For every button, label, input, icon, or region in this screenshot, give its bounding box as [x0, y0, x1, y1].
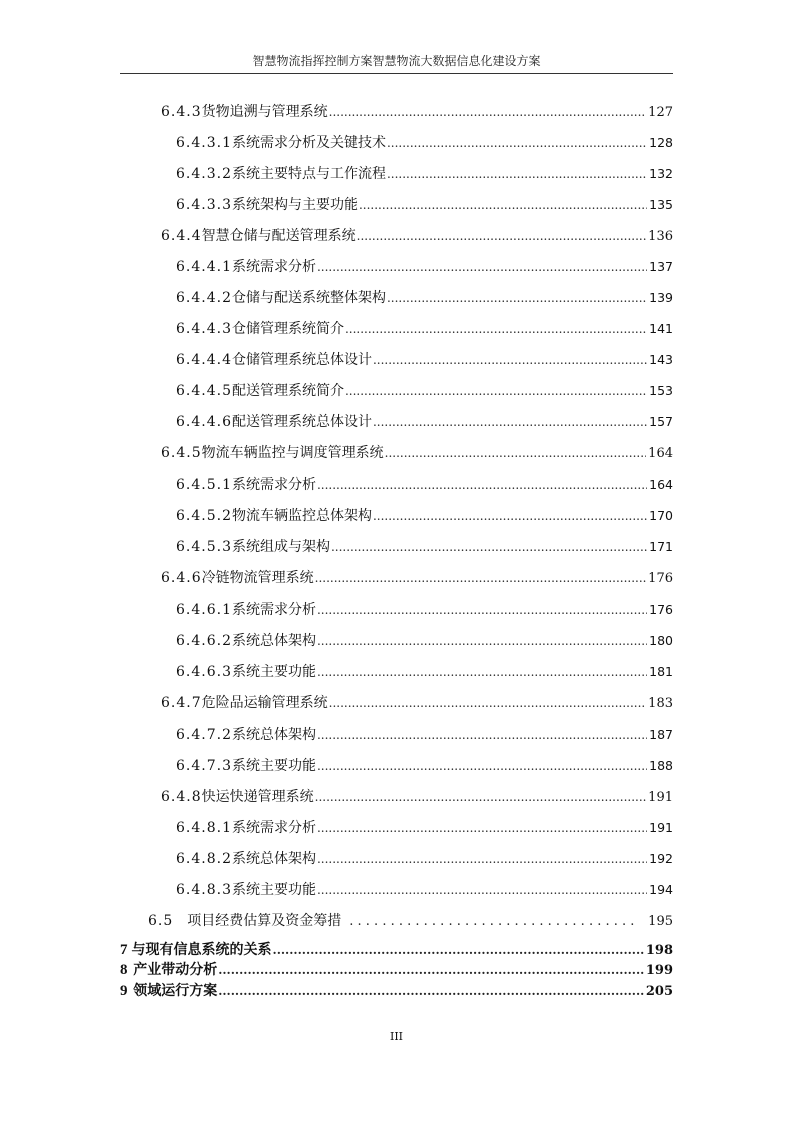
toc-entry-page: 183	[648, 696, 673, 711]
toc-entry-page: 199	[645, 963, 673, 978]
toc-entry[interactable]	[176, 411, 673, 433]
toc-entry-page: 137	[649, 259, 673, 274]
toc-entry-title: 领域运行方案	[133, 983, 218, 999]
toc-entry[interactable]	[176, 349, 673, 371]
toc-entry-number: 6.4.8	[161, 789, 202, 805]
toc-dot-leader	[315, 571, 647, 585]
toc-dot-leader	[387, 291, 647, 305]
toc-entry[interactable]	[161, 567, 673, 589]
toc-entry[interactable]	[176, 194, 673, 216]
toc-entry-title: 智慧仓储与配送管理系统	[201, 228, 356, 244]
toc-entry-page: 164	[648, 446, 673, 461]
toc-entry-number: 6.4.5	[161, 445, 202, 461]
toc-entry-number: 6.4.4.5	[176, 383, 232, 399]
toc-dot-leader	[345, 384, 647, 398]
toc-dot-leader	[329, 696, 647, 710]
toc-entry-number: 6.4.7	[161, 695, 202, 711]
toc-entry[interactable]	[176, 256, 673, 278]
toc-dot-leader	[317, 478, 647, 492]
toc-entry-page: 139	[649, 290, 673, 305]
toc-dot-leader	[329, 105, 647, 119]
toc-entry-number: 6.4.4.2	[176, 290, 232, 306]
toc-entry[interactable]	[176, 163, 673, 185]
toc-entry-number: 6.5	[148, 913, 174, 929]
toc-entry[interactable]	[176, 755, 673, 777]
toc-entry-page: 181	[649, 664, 673, 679]
toc-dot-leader	[387, 167, 647, 181]
toc-entry-number: 6.4.3.2	[176, 166, 232, 182]
toc-entry[interactable]	[161, 101, 673, 123]
toc-entry-title: 系统需求分析	[231, 820, 316, 836]
toc-entry-number: 6.4.8.2	[176, 851, 232, 867]
toc-entry[interactable]	[161, 786, 673, 808]
toc-entry-number: 6.4.6.2	[176, 633, 232, 649]
toc-entry-title: 仓储管理系统简介	[231, 321, 344, 337]
toc-entry[interactable]	[161, 225, 673, 247]
toc-entry-page: 128	[649, 135, 673, 150]
toc-entry-number: 6.4.8.1	[176, 820, 232, 836]
toc-dot-leader	[349, 914, 639, 929]
toc-entry-number: 6.4.3.1	[176, 135, 232, 151]
toc-entry-number: 6.4.7.3	[176, 758, 232, 774]
toc-dot-leader	[317, 883, 647, 897]
toc-entry-page: 132	[649, 166, 673, 181]
toc-dot-leader	[315, 790, 647, 804]
toc-dot-leader	[218, 963, 644, 977]
toc-entry[interactable]	[176, 287, 673, 309]
toc-entry-page: 171	[649, 539, 673, 554]
toc-entry[interactable]	[176, 505, 673, 527]
toc-entry-page: 164	[649, 477, 673, 492]
toc-dot-leader	[385, 446, 647, 460]
toc-dot-leader	[317, 665, 647, 679]
toc-entry[interactable]	[176, 318, 673, 340]
toc-dot-leader	[317, 634, 647, 648]
toc-entry-page: 176	[649, 602, 673, 617]
toc-entry-number: 6.4.4.4	[176, 352, 232, 368]
toc-dot-leader	[373, 509, 647, 523]
toc-dot-leader	[317, 728, 647, 742]
toc-dot-leader	[359, 198, 647, 212]
toc-entry-page: 135	[649, 197, 673, 212]
toc-entry-page: 180	[649, 633, 673, 648]
toc-entry-number: 6.4.4.3	[176, 321, 232, 337]
toc-entry[interactable]	[176, 848, 673, 870]
toc-entry-number: 8	[120, 962, 129, 978]
toc-entry-number: 6.4.3	[161, 104, 202, 120]
toc-entry-title: 系统主要功能	[231, 882, 316, 898]
toc-entry-title: 配送管理系统简介	[231, 383, 344, 399]
toc-entry-page: 127	[648, 105, 673, 120]
toc-entry-page: 188	[649, 758, 673, 773]
toc-entry-number: 6.4.5.3	[176, 539, 232, 555]
toc-entry-title: 系统主要功能	[231, 664, 316, 680]
toc-entry-page: 205	[645, 984, 673, 999]
toc-entry-number: 6.4.5.1	[176, 477, 232, 493]
toc-entry[interactable]	[120, 980, 673, 1002]
toc-entry-title: 项目经费估算及资金筹措	[187, 913, 342, 929]
toc-dot-leader	[387, 136, 647, 150]
toc-entry-title: 系统主要特点与工作流程	[231, 166, 386, 182]
toc-dot-leader	[373, 353, 647, 367]
toc-entry-title: 系统主要功能	[231, 758, 316, 774]
toc-entry[interactable]	[176, 132, 673, 154]
toc-entry-title: 系统需求分析	[231, 477, 316, 493]
toc-entry-page: 195	[648, 914, 673, 929]
page-header: 智慧物流指挥控制方案智慧物流大数据信息化建设方案	[252, 54, 541, 68]
toc-entry-page: 191	[648, 790, 673, 805]
toc-entry[interactable]	[161, 442, 673, 464]
header-rule	[120, 73, 673, 74]
toc-entry-title: 物流车辆监控与调度管理系统	[201, 445, 384, 461]
toc-entry-number: 6.4.4.1	[176, 259, 232, 275]
toc-entry[interactable]	[176, 661, 673, 683]
toc-dot-leader	[273, 943, 644, 957]
toc-entry[interactable]	[176, 536, 673, 558]
toc-entry-title: 货物追溯与管理系统	[201, 104, 328, 120]
toc-entry-page: 141	[649, 321, 673, 336]
toc-entry[interactable]	[176, 599, 673, 621]
toc-entry-title: 系统总体架构	[231, 851, 316, 867]
toc-entry-page: 153	[649, 383, 673, 398]
toc-entry-title: 系统总体架构	[231, 633, 316, 649]
toc-entry-number: 7	[120, 942, 129, 958]
toc-dot-leader	[317, 603, 647, 617]
toc-dot-leader	[317, 260, 647, 274]
toc-entry-number: 6.4.6	[161, 570, 202, 586]
toc-entry[interactable]	[120, 939, 673, 961]
toc-entry-number: 9	[120, 983, 129, 999]
toc-entry[interactable]	[176, 817, 673, 839]
toc-entry-number: 6.4.4.6	[176, 414, 232, 430]
toc-entry-number: 6.4.8.3	[176, 882, 232, 898]
toc-dot-leader	[317, 759, 647, 773]
toc-entry-title: 系统需求分析	[231, 602, 316, 618]
toc-entry-title: 系统架构与主要功能	[231, 197, 358, 213]
toc-entry-title: 冷链物流管理系统	[201, 570, 314, 586]
toc-entry-page: 192	[649, 851, 673, 866]
toc-entry-page: 157	[649, 414, 673, 429]
toc-entry[interactable]	[176, 879, 673, 901]
toc-entry[interactable]	[176, 380, 673, 402]
toc-entry[interactable]	[176, 630, 673, 652]
toc-entry-number: 6.4.3.3	[176, 197, 232, 213]
toc-entry[interactable]	[161, 692, 673, 714]
toc-entry-page: 187	[649, 727, 673, 742]
toc-entry-page: 191	[649, 820, 673, 835]
toc-dot-leader	[218, 984, 644, 998]
toc-entry-title: 配送管理系统总体设计	[231, 414, 372, 430]
toc-dot-leader	[373, 415, 647, 429]
toc-entry-title: 系统需求分析及关键技术	[231, 135, 386, 151]
toc-entry-page: 143	[649, 352, 673, 367]
toc-entry-title: 与现有信息系统的关系	[131, 942, 272, 958]
toc-entry[interactable]	[176, 724, 673, 746]
toc-entry-title: 物流车辆监控总体架构	[231, 508, 372, 524]
toc-dot-leader	[331, 540, 647, 554]
toc-entry[interactable]	[148, 910, 673, 932]
toc-entry-number: 6.4.5.2	[176, 508, 232, 524]
toc-entry-page: 194	[649, 882, 673, 897]
toc-entry-title: 危险品运输管理系统	[201, 695, 328, 711]
toc-entry-title: 系统组成与架构	[231, 539, 330, 555]
toc-entry[interactable]	[176, 474, 673, 496]
toc-entry-number: 6.4.6.3	[176, 664, 232, 680]
page-number: III	[389, 1030, 404, 1043]
toc-entry-title: 系统总体架构	[231, 727, 316, 743]
toc-entry-page: 198	[645, 943, 673, 958]
toc-entry[interactable]	[120, 959, 673, 981]
toc-dot-leader	[317, 821, 647, 835]
toc-dot-leader	[357, 229, 647, 243]
toc-entry-title: 仓储管理系统总体设计	[231, 352, 372, 368]
toc-entry-page: 170	[649, 508, 673, 523]
toc-dot-leader	[345, 322, 647, 336]
toc-entry-page: 176	[648, 571, 673, 586]
toc-entry-number: 6.4.6.1	[176, 602, 232, 618]
toc-entry-number: 6.4.4	[161, 228, 202, 244]
toc-entry-number: 6.4.7.2	[176, 727, 232, 743]
toc-entry-title: 产业带动分析	[133, 962, 218, 978]
toc-entry-title: 快运快递管理系统	[201, 789, 314, 805]
toc-dot-leader	[317, 852, 647, 866]
toc-entry-title: 系统需求分析	[231, 259, 316, 275]
toc-entry-title: 仓储与配送系统整体架构	[231, 290, 386, 306]
toc-entry-page: 136	[648, 229, 673, 244]
